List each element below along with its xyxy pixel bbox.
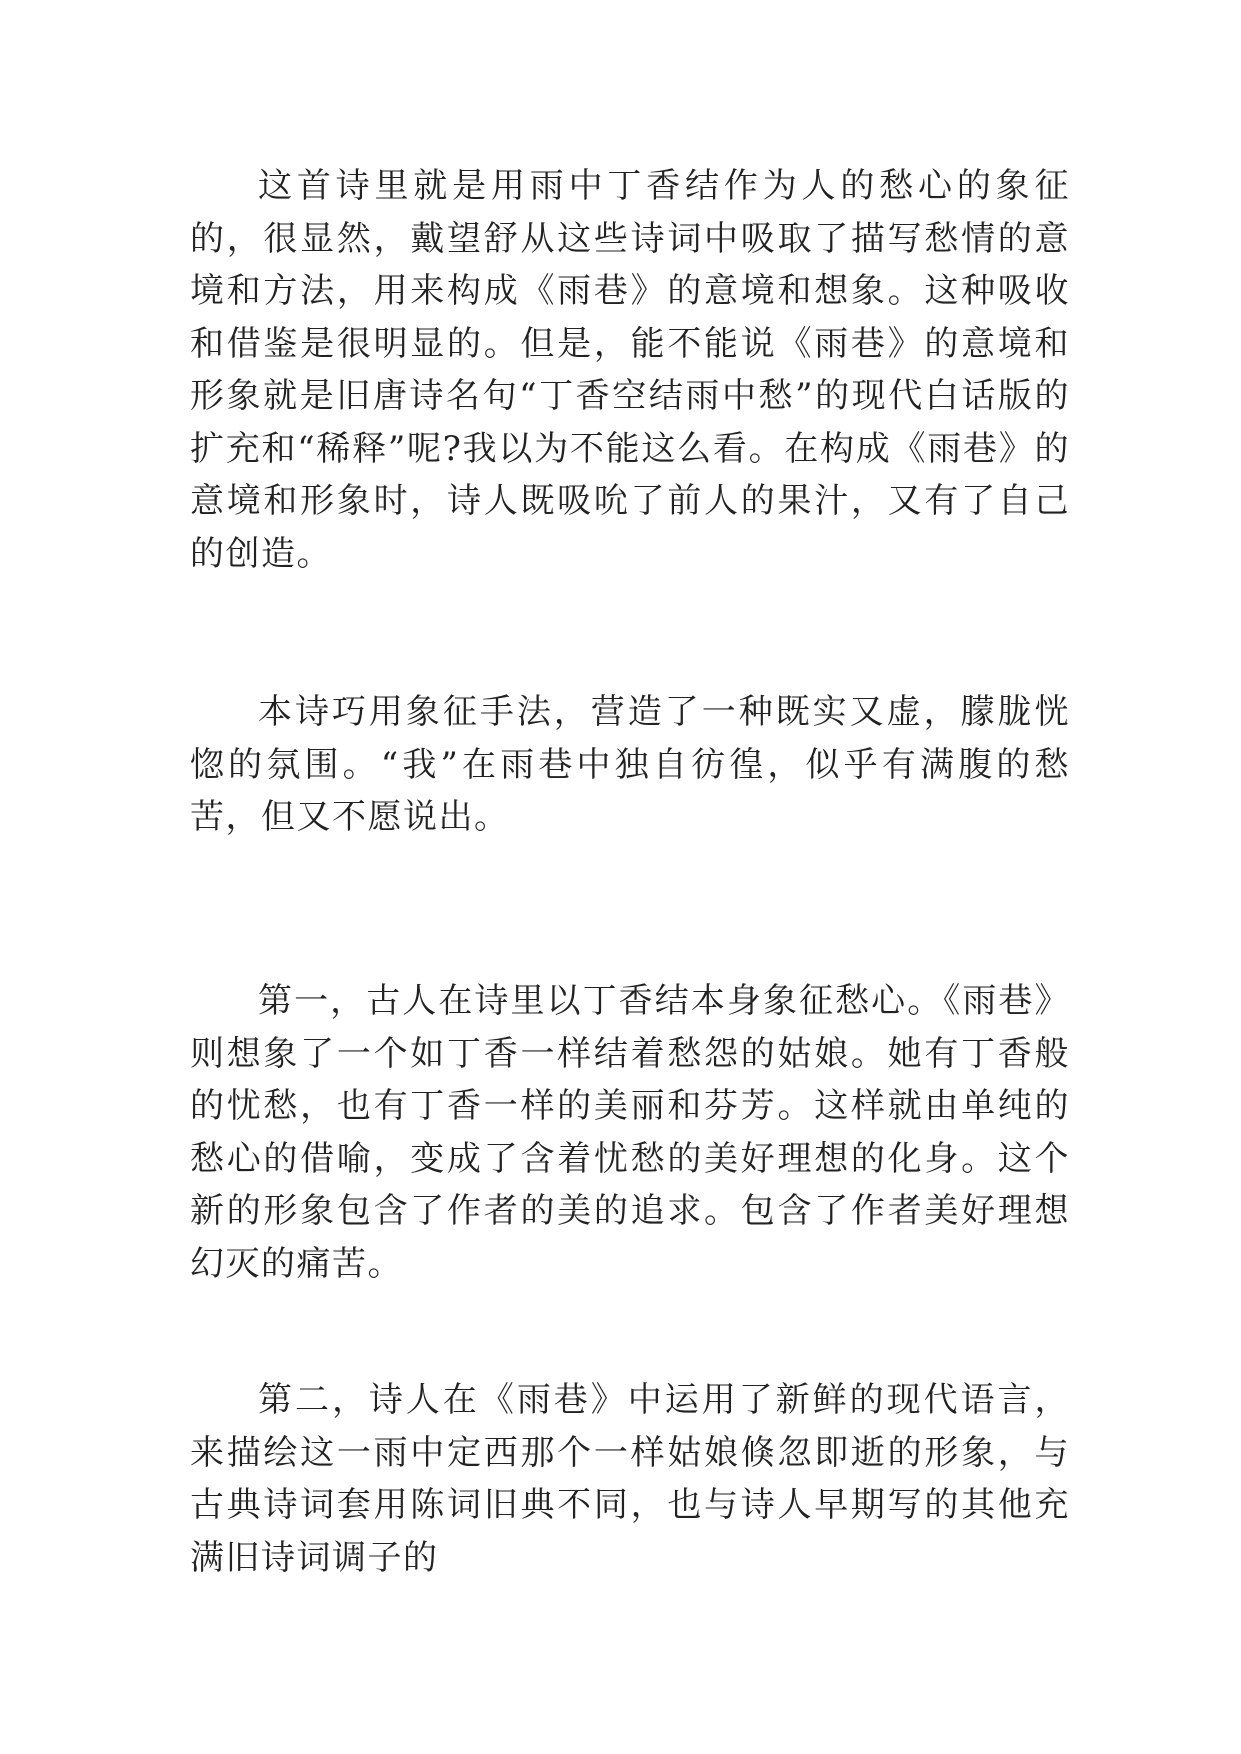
paragraph-1: 这首诗里就是用雨中丁香结作为人的愁心的象征的，很显然，戴望舒从这些诗词中吸取了描写愁情的意境和方法，用来构成《雨巷》的意境和想象。这种吸收和借鉴是很明显的。但是，能不能说《雨巷》的意境和形象就是旧唐诗名句“丁香空结雨中愁”的现代白话版的扩充和“稀释”呢?我以为不能这么看。在构成《雨巷》的意境和形象时，诗人既吸吮了前人的果汁，又有了自己的创造。 [190, 166, 1070, 574]
paragraph-2: 本诗巧用象征手法，营造了一种既实又虚，朦胧恍惚的氛围。“我”在雨巷中独自彷徨，似乎有满腹的愁苦，但又不愿说出。 [190, 692, 1070, 837]
paragraph-3: 第一，古人在诗里以丁香结本身象征愁心。《雨巷》则想象了一个如丁香一样结着愁怨的姑娘。她有丁香般的忧愁，也有丁香一样的美丽和芬芳。这样就由单纯的愁心的借喻，变成了含着忧愁的美好理想的化身。这个新的形象包含了作者的美的追求。包含了作者美好理想幻灭的痛苦。 [190, 981, 1070, 1284]
paragraph-4: 第二，诗人在《雨巷》中运用了新鲜的现代语言，来描绘这一雨中定西那个一样姑娘倏忽即逝的形象，与古典诗词套用陈词旧典不同，也与诗人早期写的其他充满旧诗词调子的 [190, 1380, 1070, 1578]
